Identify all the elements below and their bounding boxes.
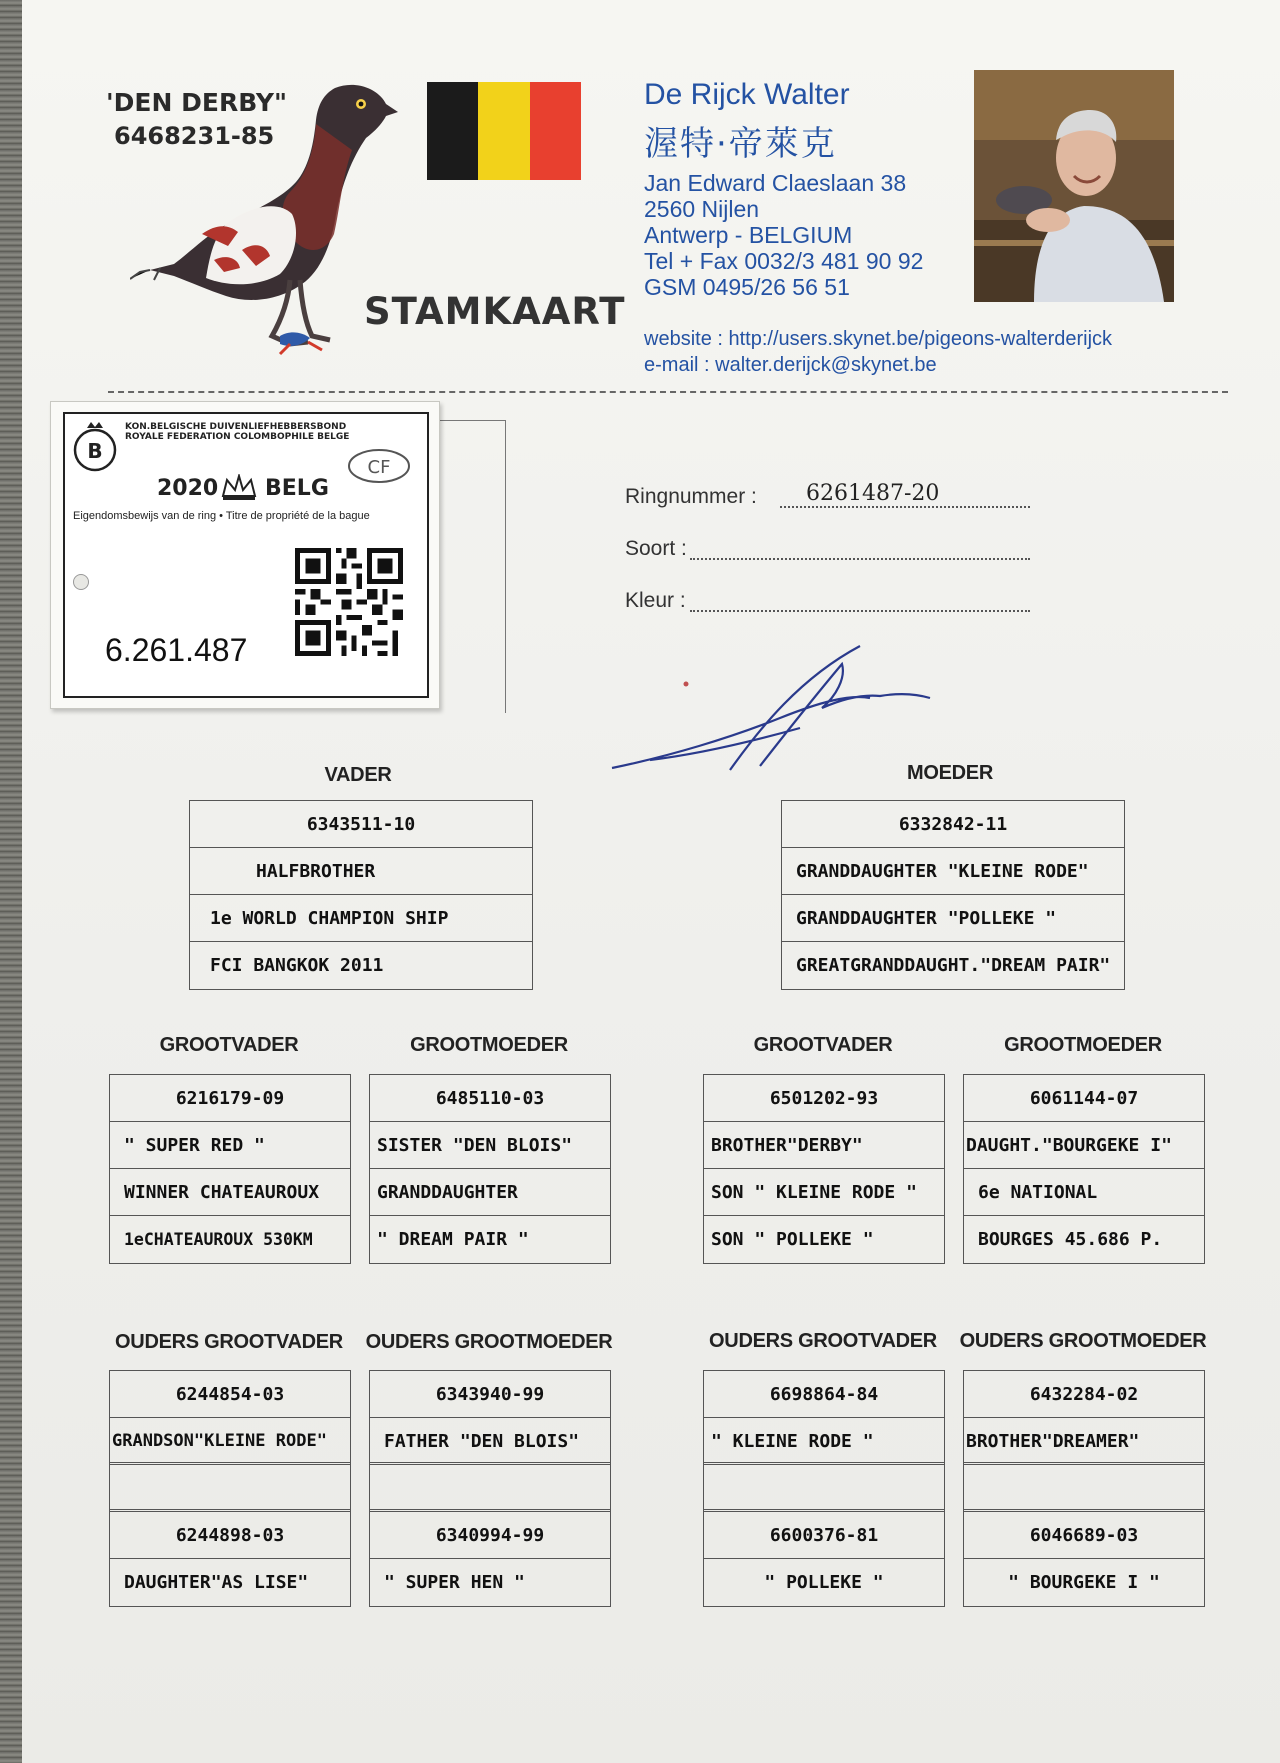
ogm2-line: " BOURGEKE I " bbox=[1008, 1572, 1160, 1593]
ring-ownership-card bbox=[50, 401, 440, 709]
gv2-line: SON " POLLEKE " bbox=[711, 1229, 874, 1250]
ogm1-spacer bbox=[370, 1465, 610, 1512]
ogm2-ring: 6432284-02 bbox=[964, 1371, 1204, 1418]
card-org-line-1: KON.BELGISCHE DUIVENLIEFHEBBERSBOND bbox=[125, 422, 347, 432]
ogm1-line: FATHER "DEN BLOIS" bbox=[370, 1418, 610, 1465]
ogm1-box bbox=[369, 1370, 611, 1607]
website-label: website : bbox=[644, 328, 723, 350]
gv1-line: WINNER CHATEAUROUX bbox=[110, 1169, 350, 1216]
gv2-line: BROTHER"DERBY" bbox=[704, 1122, 944, 1169]
page-title: STAMKAART bbox=[364, 290, 626, 333]
flag-stripe-black bbox=[427, 82, 478, 180]
ogv1-box bbox=[109, 1370, 351, 1607]
gm2-line: BOURGES 45.686 P. bbox=[978, 1229, 1163, 1250]
vader-line: 1e WORLD CHAMPION SHIP bbox=[190, 895, 532, 942]
moeder-line: GREATGRANDDAUGHT."DREAM PAIR" bbox=[796, 955, 1111, 976]
moeder-ring: 6332842-11 bbox=[782, 801, 1124, 848]
moeder-line: GRANDDAUGHTER "POLLEKE " bbox=[782, 895, 1124, 942]
ogm2-title: OUDERS GROOTMOEDER bbox=[959, 1330, 1207, 1352]
gv1-line: " SUPER RED " bbox=[110, 1122, 350, 1169]
ogm2-spacer bbox=[964, 1465, 1204, 1512]
ogv2-title: OUDERS GROOTVADER bbox=[709, 1330, 937, 1352]
gv2-box bbox=[703, 1074, 945, 1264]
gm1-line: " DREAM PAIR " bbox=[377, 1229, 529, 1250]
card-frame bbox=[63, 412, 429, 698]
address-line: Tel + Fax 0032/3 481 90 92 bbox=[644, 248, 924, 274]
gv2-title: GROOTVADER bbox=[753, 1034, 893, 1056]
vader-line: HALFBROTHER bbox=[190, 848, 532, 895]
svg-text:B: B bbox=[87, 439, 103, 463]
gv1-box bbox=[109, 1074, 351, 1264]
ring-number-value: 6261487-20 bbox=[806, 481, 940, 506]
gm2-box bbox=[963, 1074, 1205, 1264]
ogv1-line: DAUGHTER"AS LISE" bbox=[124, 1572, 309, 1593]
pigeon-ring: 6468231-85 bbox=[114, 122, 275, 150]
gv2-line: SON " KLEINE RODE " bbox=[704, 1169, 944, 1216]
vader-box bbox=[189, 800, 533, 990]
gv1-title: GROOTVADER bbox=[159, 1034, 299, 1056]
moeder-box bbox=[781, 800, 1125, 990]
ogv2-line: " POLLEKE " bbox=[764, 1572, 884, 1593]
moeder-title: MOEDER bbox=[907, 762, 993, 784]
card-ownership-text: Eigendomsbewijs van de ring • Titre de propriété de la bague bbox=[73, 510, 370, 522]
gm1-box bbox=[369, 1074, 611, 1264]
moeder-line: GRANDDAUGHTER "KLEINE RODE" bbox=[782, 848, 1124, 895]
gv1-ring: 6216179-09 bbox=[110, 1075, 350, 1122]
ogm2-box bbox=[963, 1370, 1205, 1607]
address-line: Jan Edward Claeslaan 38 bbox=[644, 170, 907, 196]
ogm1-line: " SUPER HEN " bbox=[384, 1572, 525, 1593]
gm2-line: DAUGHT."BOURGEKE I" bbox=[964, 1122, 1204, 1169]
fci-logo-icon bbox=[345, 444, 415, 484]
address-line: GSM 0495/26 56 51 bbox=[644, 274, 850, 300]
ogm2-line: BROTHER"DREAMER" bbox=[964, 1418, 1204, 1465]
vader-ring: 6343511-10 bbox=[190, 801, 532, 848]
owner-name: De Rijck Walter bbox=[644, 78, 850, 111]
ogv2-ring: 6698864-84 bbox=[704, 1371, 944, 1418]
gm1-line: GRANDDAUGHTER bbox=[370, 1169, 610, 1216]
gm1-title: GROOTMOEDER bbox=[410, 1034, 568, 1056]
ogm1-ring-2: 6340994-99 bbox=[370, 1512, 610, 1559]
kbdb-logo-icon bbox=[71, 422, 119, 472]
vader-line: FCI BANGKOK 2011 bbox=[210, 955, 384, 976]
ogv1-ring-2: 6244898-03 bbox=[110, 1512, 350, 1559]
owner-photo bbox=[974, 70, 1174, 302]
signature bbox=[610, 638, 970, 778]
card-punch-hole bbox=[73, 574, 89, 590]
card-outline bbox=[430, 420, 506, 713]
ogm1-title: OUDERS GROOTMOEDER bbox=[365, 1331, 613, 1353]
ogv2-line: " KLEINE RODE " bbox=[704, 1418, 944, 1465]
binder-edge bbox=[0, 0, 24, 1763]
gm2-title: GROOTMOEDER bbox=[1004, 1034, 1162, 1056]
address-line: Antwerp - BELGIUM bbox=[644, 222, 853, 248]
crown-icon bbox=[219, 474, 259, 502]
ogv2-ring-2: 6600376-81 bbox=[704, 1512, 944, 1559]
header-divider bbox=[108, 391, 1228, 393]
ogm2-ring-2: 6046689-03 bbox=[964, 1512, 1204, 1559]
ring-number-line bbox=[780, 506, 1030, 508]
ogv1-ring: 6244854-03 bbox=[110, 1371, 350, 1418]
address-line: 2560 Nijlen bbox=[644, 196, 760, 222]
qr-code-icon bbox=[295, 548, 403, 656]
ogv1-spacer bbox=[110, 1465, 350, 1512]
flag-stripe-red bbox=[530, 82, 581, 180]
website-link[interactable]: http://users.skynet.be/pigeons-walterderijck bbox=[728, 328, 1113, 350]
email-link[interactable]: walter.derijck@skynet.be bbox=[715, 354, 937, 376]
ogv2-box bbox=[703, 1370, 945, 1607]
card-ring-number: 6.261.487 bbox=[105, 632, 248, 668]
soort-line bbox=[690, 558, 1030, 560]
gm2-ring: 6061144-07 bbox=[964, 1075, 1204, 1122]
ring-number-label: Ringnummer : bbox=[625, 485, 757, 508]
kleur-label: Kleur : bbox=[625, 589, 686, 612]
pigeon-name: 'DEN DERBY" bbox=[106, 88, 288, 117]
soort-label: Soort : bbox=[625, 537, 687, 560]
owner-name-chinese: 渥特·帝萊克 bbox=[644, 124, 837, 164]
ogm1-ring: 6343940-99 bbox=[370, 1371, 610, 1418]
belgian-flag bbox=[427, 82, 581, 180]
card-org-line-2: ROYALE FEDERATION COLOMBOPHILE BELGE bbox=[125, 432, 350, 442]
flag-stripe-yellow bbox=[478, 82, 529, 180]
vader-title: VADER bbox=[324, 764, 392, 786]
ogv1-title: OUDERS GROOTVADER bbox=[115, 1331, 343, 1353]
card-year: 2020 bbox=[157, 476, 219, 501]
ogv1-line: GRANDSON"KLEINE RODE" bbox=[110, 1418, 350, 1465]
gv1-line: 1eCHATEAUROUX 530KM bbox=[124, 1230, 313, 1249]
gm2-line: 6e NATIONAL bbox=[964, 1169, 1204, 1216]
gm1-ring: 6485110-03 bbox=[370, 1075, 610, 1122]
email-label: e-mail : bbox=[644, 354, 710, 376]
svg-text:CF: CF bbox=[367, 457, 391, 478]
ogv2-spacer bbox=[704, 1465, 944, 1512]
kleur-line bbox=[690, 610, 1030, 612]
gm1-line: SISTER "DEN BLOIS" bbox=[370, 1122, 610, 1169]
gv2-ring: 6501202-93 bbox=[704, 1075, 944, 1122]
card-country: BELG bbox=[265, 476, 329, 501]
